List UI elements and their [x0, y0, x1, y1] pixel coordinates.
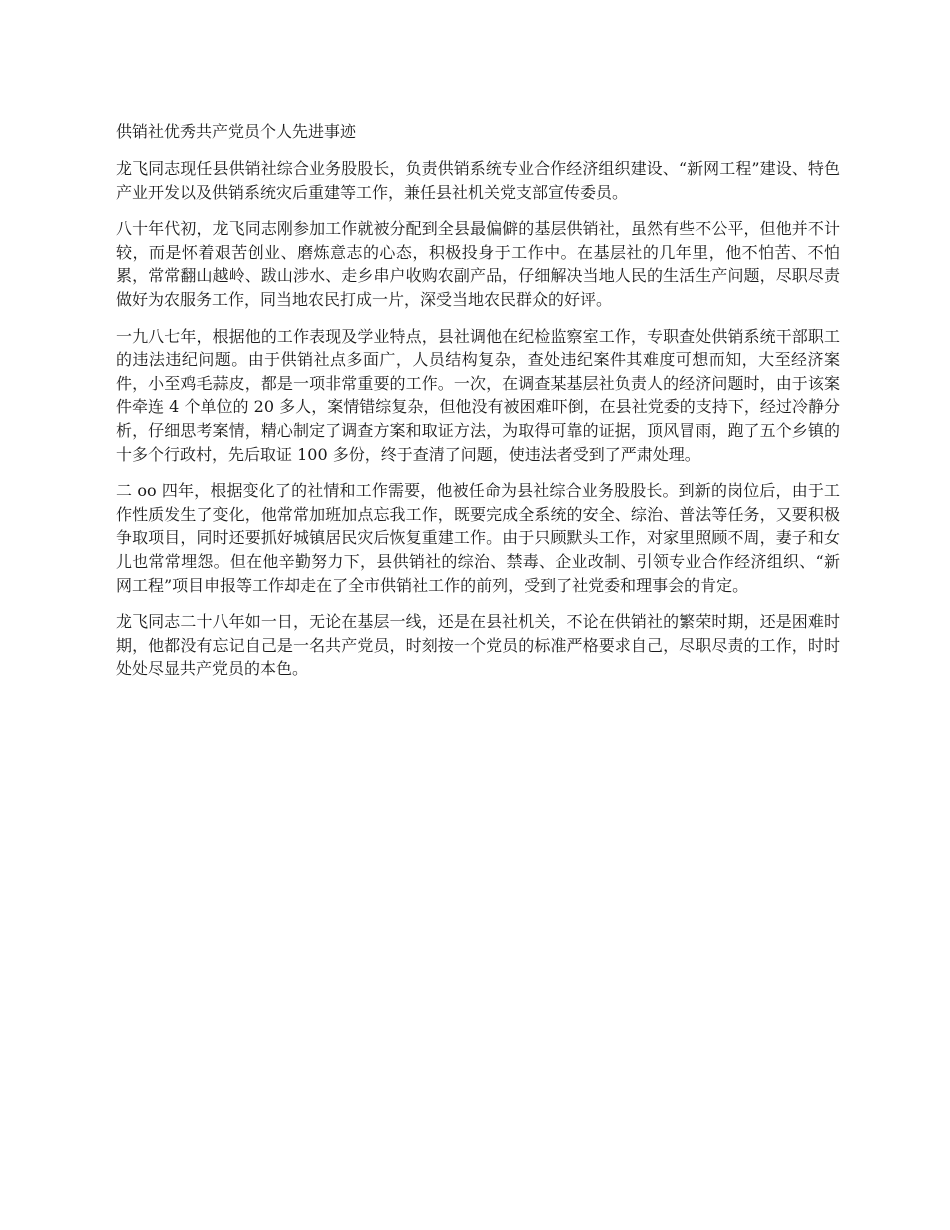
paragraph-conclusion: 龙飞同志二十八年如一日，无论在基层一线，还是在县社机关，不论在供销社的繁荣时期，还是困难时期，他都没有忘记自己是一名共产党员，时刻按一个党员的标准严格要求自己，尽职尽责的工作，时时处处尽显共产党员的本色。: [116, 612, 840, 679]
paragraph-discipline-work: 一九八七年，根据他的工作表现及学业特点，县社调他在纪检监察室工作，专职查处供销系统干部职工的违法违纪问题。由于供销社点多面广，人员结构复杂，查处违纪案件其难度可想而知，大至经济案件，小至鸡毛蒜皮，都是一项非常重要的工作。一次，在调查某基层社负责人的经济问题时，由于该案件牵连 4 个单位的 20 多人，案情错综复杂，但他没有被困难吓倒，在县社党委的支持下，经过冷静分析，仔细思考案情，精心制定了调查方案和取证方法，为取得可靠的证据，顶风冒雨，跑了五个乡镇的十多个行政村，先后取证 100 多份，终于查清了问题，使违法者受到了严肃处理。: [116, 326, 840, 464]
paragraph-early-career: 八十年代初，龙飞同志刚参加工作就被分配到全县最偏僻的基层供销社，虽然有些不公平，但他并不计较，而是怀着艰苦创业、磨炼意志的心态，积极投身于工作中。在基层社的几年里，他不怕苦、不怕累，常常翻山越岭、跋山涉水、走乡串户收购农副产品，仔细解决当地人民的生活生产问题，尽职尽责做好为农服务工作，同当地农民打成一片，深受当地农民群众的好评。: [116, 219, 840, 309]
paragraph-appointment: 二 oo 四年，根据变化了的社情和工作需要，他被任命为县社综合业务股股长。到新的岗位后，由于工作性质发生了变化，他常常加班加点忘我工作，既要完成全系统的安全、综治、普法等任务，又要积极争取项目，同时还要抓好城镇居民灾后恢复重建工作。由于只顾默头工作，对家里照顾不周，妻子和女儿也常常埋怨。但在他辛勤努力下，县供销社的综治、禁毒、企业改制、引领专业合作经济组织、“新网工程”项目申报等工作却走在了全市供销社工作的前列，受到了社党委和理事会的肯定。: [116, 481, 840, 595]
document-page: [116, 121, 840, 694]
document-title: 供销社优秀共产党员个人先进事迹: [116, 122, 357, 141]
paragraph-intro: 龙飞同志现任县供销社综合业务股股长，负责供销系统专业合作经济组织建设、“新网工程”建设、特色产业开发以及供销系统灾后重建等工作，兼任县社机关党支部宣传委员。: [116, 159, 840, 202]
